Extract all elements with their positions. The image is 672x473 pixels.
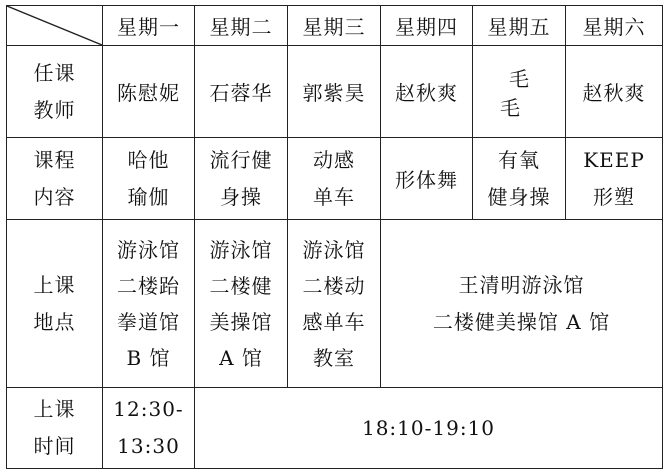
header-saturday: 星期六 xyxy=(566,6,663,46)
content-thursday xyxy=(381,138,473,220)
content-line: 哈他 xyxy=(127,147,170,172)
location-line: 游泳馆 xyxy=(117,237,180,262)
content-line: 动感 xyxy=(313,147,355,172)
time-line: 13:30 xyxy=(117,434,180,458)
location-monday xyxy=(103,220,195,388)
location-line: 美操馆 xyxy=(209,309,273,334)
location-row-label xyxy=(7,220,103,388)
location-line: 二楼健 xyxy=(209,273,273,298)
content-monday xyxy=(103,138,195,220)
label-line: 任课 xyxy=(33,60,76,85)
label-line: 时间 xyxy=(33,434,76,458)
content-tuesday xyxy=(195,138,288,220)
content-wednesday xyxy=(288,138,381,220)
content-line: 瑜伽 xyxy=(127,184,170,209)
content-line: 单车 xyxy=(313,184,355,209)
label-line: 内容 xyxy=(33,184,76,209)
location-thursday-to-saturday xyxy=(381,220,663,388)
content-saturday xyxy=(566,138,663,220)
header-friday: 星期五 xyxy=(473,6,566,46)
location-line: B 馆 xyxy=(126,345,171,370)
label-line: 上课 xyxy=(33,397,76,421)
header-row xyxy=(7,6,663,46)
time-row-label xyxy=(7,388,103,469)
content-row xyxy=(7,138,663,220)
label-line: 上课 xyxy=(33,272,76,297)
content-line: 形塑 xyxy=(593,184,635,209)
content-line: 身操 xyxy=(220,184,262,209)
teacher-row xyxy=(7,46,663,138)
time-tuesday-to-saturday: 18:10-19:10 xyxy=(195,388,663,469)
location-line: 二楼健美操馆 A 馆 xyxy=(432,309,611,334)
content-row-label xyxy=(7,138,103,220)
label-line: 课程 xyxy=(33,147,76,172)
content-line: 流行健 xyxy=(209,147,273,172)
content-line: 有氧 xyxy=(498,147,540,172)
location-row xyxy=(7,220,663,388)
header-wednesday: 星期三 xyxy=(288,6,381,46)
teacher-wednesday: 郭紫昊 xyxy=(288,46,381,138)
location-line: 二楼跆 xyxy=(117,273,180,298)
location-line: 教室 xyxy=(313,345,355,370)
teacher-thursday: 赵秋爽 xyxy=(381,46,473,138)
corner-header-cell xyxy=(7,6,103,46)
header-monday: 星期一 xyxy=(103,6,195,46)
location-tuesday xyxy=(195,220,288,388)
teacher-monday: 陈慰妮 xyxy=(103,46,195,138)
teacher-friday-name: 毛 毛 xyxy=(500,66,547,120)
class-schedule-table xyxy=(6,5,663,469)
location-line: 王清明游泳馆 xyxy=(458,272,585,297)
location-wednesday xyxy=(288,220,381,388)
diagonal-line xyxy=(7,6,102,45)
time-line: 12:30- xyxy=(113,397,184,421)
location-line: 二楼动 xyxy=(302,273,366,298)
location-line: 游泳馆 xyxy=(209,237,273,262)
teacher-friday xyxy=(473,46,566,138)
location-line: 游泳馆 xyxy=(302,237,366,262)
location-line: A 馆 xyxy=(219,345,263,370)
time-monday xyxy=(103,388,195,469)
teacher-saturday: 赵秋爽 xyxy=(566,46,663,138)
content-line: 形体舞 xyxy=(395,168,458,192)
time-row xyxy=(7,388,663,469)
teacher-tuesday: 石蓉华 xyxy=(195,46,288,138)
content-line: KEEP xyxy=(583,147,645,172)
label-line: 教师 xyxy=(33,97,76,122)
label-line: 地点 xyxy=(33,309,76,334)
header-tuesday: 星期二 xyxy=(195,6,288,46)
teacher-row-label xyxy=(7,46,103,138)
content-friday xyxy=(473,138,566,220)
header-thursday: 星期四 xyxy=(381,6,473,46)
location-line: 拳道馆 xyxy=(117,309,180,334)
location-line: 感单车 xyxy=(302,309,366,334)
content-line: 健身操 xyxy=(487,184,551,209)
